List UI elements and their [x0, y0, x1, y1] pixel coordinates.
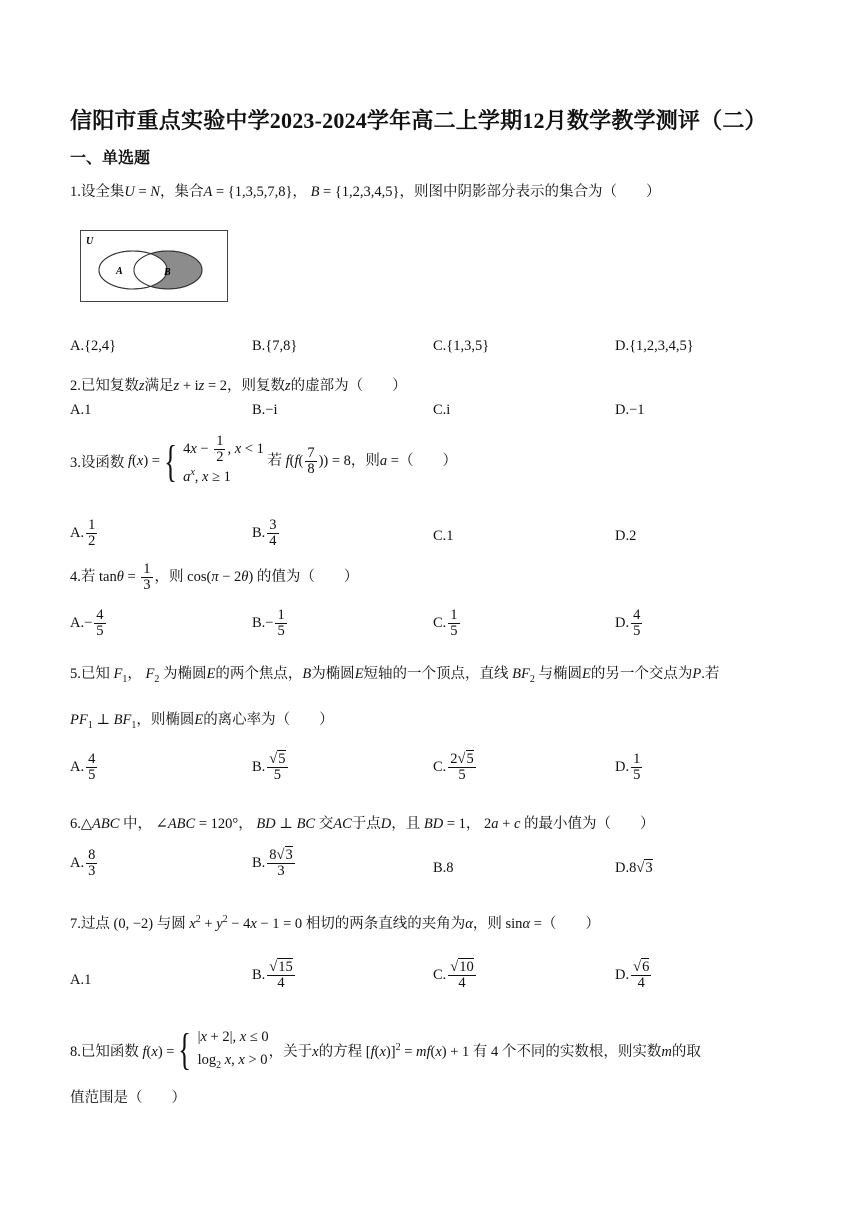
question-2: 2.已知复数z满足z + iz = 2，则复数z的虚部为（ ）: [70, 378, 407, 394]
question-8-line-1: 8.已知函数 f(x) = { |x + 2|, x ≤ 0 $\log_2 x$, x > 0 ，关于x的方程 $[f(x)]^2 = mf(x) + 1$ 有 4 个不同的实数根，则实数m的取: [70, 1025, 701, 1075]
q4-option-a: A.− $\frac{4}{5}$: [70, 607, 104, 640]
question-6: 6.△ABC 中， ∠ABC = 120°， BD ⊥ BC 交AC于点D，且 BD = 1， 2a + c 的最小值为（ ）: [70, 816, 655, 832]
q7-option-a: A.1: [70, 972, 92, 988]
venn-label-b: B: [164, 267, 171, 278]
q3-option-d: D.2: [615, 528, 637, 544]
venn-label-u: U: [86, 236, 94, 247]
q1-option-a: A.{2,4}: [70, 338, 117, 354]
q5-option-a: A. $\frac{4}{5}$: [70, 751, 96, 784]
q5-option-d: D. $\frac{1}{5}$: [615, 751, 641, 784]
q3-option-b: B. $\frac{3}{4}$: [252, 517, 277, 550]
page-title: 信阳市重点实验中学2023-2024学年高二上学期12月数学教学测评（二）: [70, 108, 767, 133]
q3-option-c: C.1: [433, 528, 454, 544]
q3-option-a: A. $\frac{1}{2}$: [70, 517, 96, 550]
q7-option-b: B. $\frac{√15}{4}$: [252, 959, 293, 992]
q7-option-c: C. $\frac{√10}{4}$: [433, 959, 474, 992]
q6-option-b: B. $\frac{8√3}{3}$: [252, 847, 293, 880]
q4-option-b: B.− $\frac{1}{5}$: [252, 607, 285, 640]
question-3: 3.设函数 f ( x ) = { 4x − $\frac{1}{2}$ , x < 1 $a^x$, x ≥ 1 若 f(f( $\frac{7}{8}$ )) = 8，则a =（ ）: [70, 433, 457, 486]
question-7: 7.过点 (0, −2) 与圆 $x^2 + y^2 - 4x - 1 = 0$ 相切的两条直线的夹角为α，则 sinα =（ ）: [70, 914, 600, 932]
q5-option-b: B. $\frac{√5}{5}$: [252, 751, 286, 784]
q7-option-d: D. $\frac{√6}{4}$: [615, 959, 650, 992]
question-5-line-2: $PF_1$ ⊥ $BF_1$，则椭圆E的离心率为（ ）: [70, 712, 334, 731]
q6-option-d: D.8√3: [615, 860, 653, 876]
venn-label-a: A: [116, 266, 123, 277]
q6-option-a: A. $\frac{8}{3}$: [70, 847, 96, 880]
q5-option-c: C. $\frac{2√5}{5}$: [433, 751, 474, 784]
question-5-line-1: 5.已知 $F_1$， $F_2$ 为椭圆E的两个焦点，B为椭圆E短轴的一个顶点，直线 $BF_2$ 与椭圆E的另一个交点为P.若: [70, 666, 720, 685]
question-4: 4.若 tanθ = $\frac{1}{3}$ ，则 cos(π − 2θ) 的值为（ ）: [70, 561, 359, 594]
q1-option-b: B.{7,8}: [252, 338, 298, 354]
q6-option-c: B.8: [433, 860, 454, 876]
question-8-line-2: 值范围是（ ）: [70, 1090, 186, 1106]
section-heading: 一、单选题: [70, 150, 151, 167]
q4-option-c: C. $\frac{1}{5}$: [433, 607, 458, 640]
q2-option-d: D.−1: [615, 402, 645, 418]
venn-diagram: [80, 230, 228, 307]
q2-option-c: C.i: [433, 402, 451, 418]
q2-option-b: B.−i: [252, 402, 278, 418]
q1-option-c: C.{1,3,5}: [433, 338, 490, 354]
q1-option-d: D.{1,2,3,4,5}: [615, 338, 694, 354]
question-1: 1.设全集U = N，集合A = {1,3,5,7,8}， B = {1,2,3,4,5}，则图中阴影部分表示的集合为（ ）: [70, 184, 661, 200]
q2-option-a: A.1: [70, 402, 92, 418]
q4-option-d: D. $\frac{4}{5}$: [615, 607, 641, 640]
